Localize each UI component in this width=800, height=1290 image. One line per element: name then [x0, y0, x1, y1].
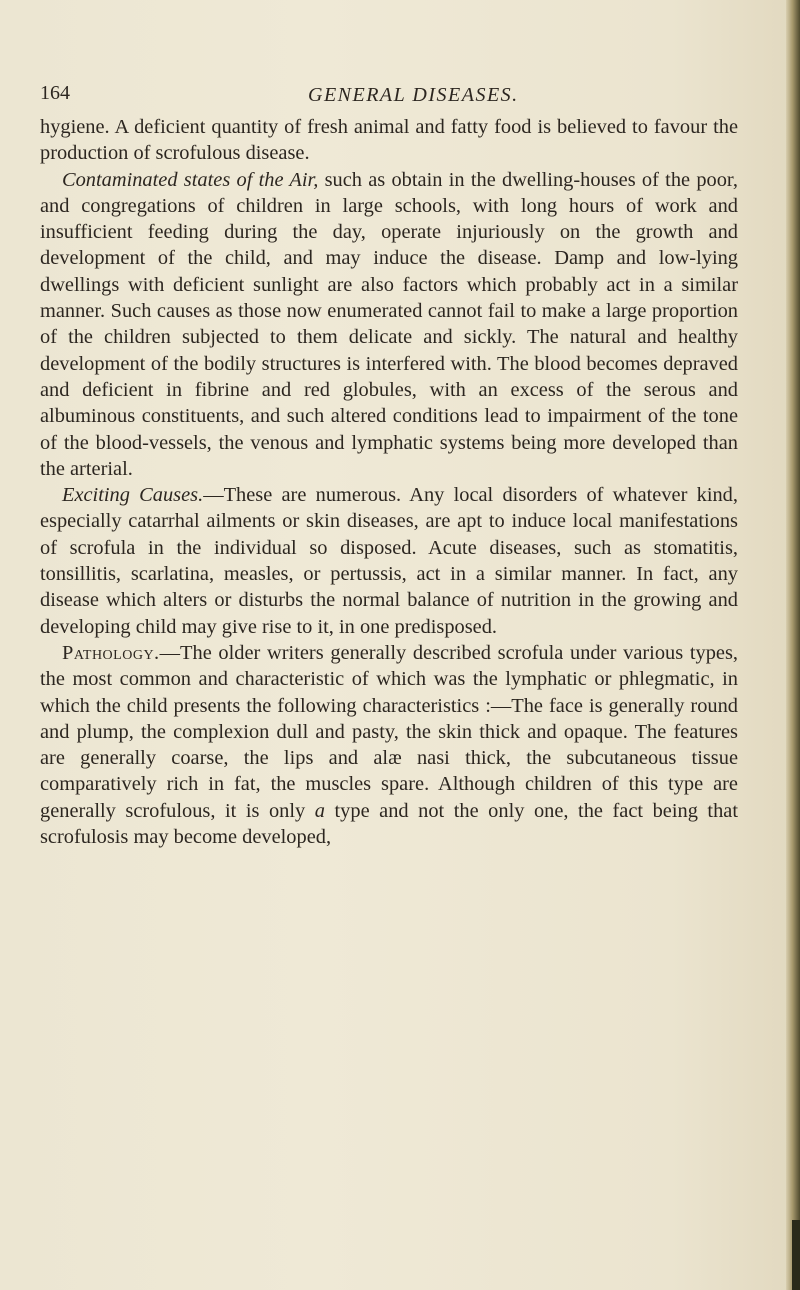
- page-edge-shadow: [786, 0, 800, 1290]
- running-head: GENERAL DISEASES.: [308, 84, 519, 106]
- page-edge-dark-corner: [792, 1220, 800, 1290]
- paragraph-lead-italic: Exciting Causes.: [62, 484, 204, 507]
- paragraph-text-tail: type and not the only one, the fact being that scrofulosis may become developed,: [40, 799, 739, 849]
- page-header: [40, 82, 740, 112]
- paragraph-text: hygiene. A deficient quantity of fresh animal and fatty food is believed to favour the production of scrofulous disease.: [40, 116, 738, 165]
- paragraph-text: such as obtain in the dwelling-houses of the poor, and congregations of children in large schools, with long hours of work and insufficient feeding during the day, operate injuriously on the growth and development of the child, and may induce the disease. Damp and low-lying dwellings with deficient sunlight are also factors which probably act in a similar manner. Such causes as those now enumerated cannot fail to make a large proportion of the children subjected to them delicate and sickly. The natural and healthy development of the bodily structures is interfered with. The blood becomes depraved and deficient in fibrine and red globules, with an excess of the serous and albuminous constituents, and such altered conditions lead to impairment of the tone of the blood-vessels, the venous and lymphatic systems being more developed than the arterial.: [40, 168, 739, 480]
- body-text: [40, 114, 738, 850]
- paragraph-contaminated-air: [40, 167, 738, 483]
- page-number: 164: [40, 82, 70, 104]
- paragraph-hygiene: [40, 114, 738, 167]
- paragraph-lead-smallcaps: Pathology.: [62, 641, 160, 664]
- paragraph-emphasis: a: [314, 799, 325, 822]
- paragraph-text: —The older writers generally described scrofula under various types, the most common and characteristic of which was the lymphatic or phlegmatic, in which the child presents the following characteristics :—The face is generally round and plump, the complexion dull and pasty, the skin thick and opaque. The features are generally coarse, the lips and alæ nasi thick, the subcutaneous tissue comparatively rich in fat, the muscles spare. Although children of this type are generally scrofulous, it is only: [40, 641, 738, 822]
- paragraph-pathology: [40, 640, 738, 850]
- paragraph-text: —These are numerous. Any local disorders of whatever kind, especially catarrhal ailments or skin diseases, are apt to induce local manifestations of scrofula in the individual so disposed. Acute diseases, such as stomatitis, tonsillitis, scarlatina, measles, or pertussis, act in a similar manner. In fact, any disease which alters or disturbs the normal balance of nutrition in the growing and developing child may give rise to it, in one predisposed.: [40, 484, 738, 638]
- paragraph-lead-italic: Contaminated states of the Air,: [62, 168, 319, 191]
- paragraph-exciting-causes: [40, 482, 738, 640]
